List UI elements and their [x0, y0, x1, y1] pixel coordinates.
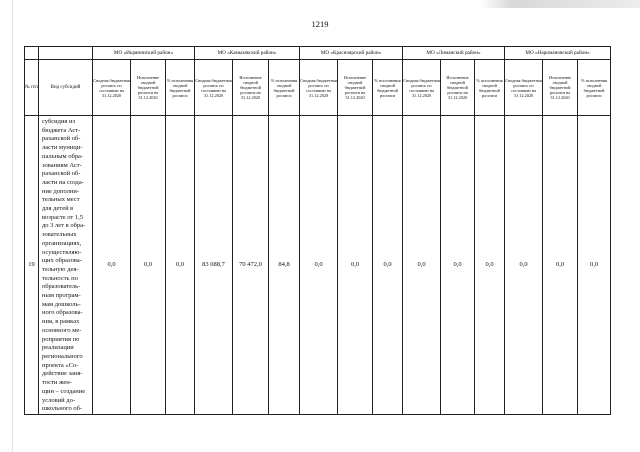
header-percent: % исполнения сводной бюджетной росписи	[578, 60, 611, 116]
description-line: субсидия из	[42, 118, 76, 125]
page-number: 1219	[311, 19, 329, 29]
header-executed: Исполнение сводной бюджетной росписи на 31.12.2020	[233, 60, 269, 116]
description-line: щин – создание	[42, 387, 86, 395]
header-municipality-2: МО «Камызякский район»	[195, 47, 300, 60]
description-line: тельных мест	[42, 196, 80, 204]
value-cell: 0,0	[578, 116, 611, 415]
description-line: реализации	[42, 344, 74, 352]
description-line: мам дошколь-	[42, 300, 81, 308]
header-percent: % исполнения сводной бюджетной росписи	[373, 60, 403, 116]
description-line: зовательных	[42, 231, 77, 239]
description-line: тельную дея-	[42, 265, 79, 273]
value-cell: 70 472,0	[233, 116, 269, 415]
description-line: щих образова-	[42, 257, 82, 265]
value-cell: 84,8	[269, 116, 300, 415]
description-line: тельность по	[42, 274, 78, 282]
description-line: образователь-	[42, 283, 81, 291]
header-executed: Исполнение сводной бюджетной росписи на 31.12.2020	[441, 60, 475, 116]
description-line: бюджета Аст-	[42, 126, 81, 134]
description-line: организациях,	[42, 239, 82, 247]
description-line: ным програм-	[42, 292, 81, 300]
value-cell: 0,0	[131, 116, 166, 415]
header-subsidy-type: Вид субсидий	[39, 60, 93, 116]
value-cell: 0,0	[338, 116, 373, 415]
header-executed: Исполнение сводной бюджетной росписи на 31.12.2020	[543, 60, 578, 116]
description-line: условий до-	[42, 396, 76, 404]
value-cell: 0,0	[475, 116, 505, 415]
subsidy-description	[39, 116, 93, 415]
description-line: зованиям Аст-	[42, 161, 82, 169]
value-cell: 0,0	[403, 116, 441, 415]
description-line: ние дополни-	[42, 187, 80, 195]
header-executed: Исполнение сводной бюджетной росписи на 31.12.2020	[131, 60, 166, 116]
scan-edge-mark	[480, 0, 640, 8]
description-line: возрасте от 1,5	[42, 213, 83, 221]
header-executed: Исполнение сводной бюджетной росписи на 31.12.2020	[338, 60, 373, 116]
description-line: раханской об-	[42, 170, 81, 178]
description-line: действие заня-	[42, 370, 83, 378]
description-line: ного образова-	[42, 309, 83, 317]
value-cell: 0,0	[300, 116, 338, 415]
value-cell: 0,0	[543, 116, 578, 415]
value-cell: 0,0	[441, 116, 475, 415]
value-cell: 0,0	[93, 116, 131, 415]
description-line: ласти на созда-	[42, 178, 84, 186]
header-municipality-1: МО «Икрянинский район»	[93, 47, 195, 60]
value-cell: 83 088,7	[195, 116, 233, 415]
value-cell: 0,0	[166, 116, 195, 415]
description-line: школьного об-	[42, 405, 83, 413]
description-line: раханской об-	[42, 135, 81, 143]
description-line: ния, в рамках	[42, 318, 80, 326]
header-municipality-3: МО «Красноярский район»	[300, 47, 403, 60]
header-percent: % исполнения сводной бюджетной росписи	[269, 60, 300, 116]
value-cell: 0,0	[373, 116, 403, 415]
header-planned: Сводная бюджетная роспись по состоянию на 31.12.2020	[195, 60, 233, 116]
table-row	[25, 116, 611, 415]
header-row-number: № п/п	[25, 60, 39, 116]
description-line: роприятия по	[42, 335, 80, 343]
header-planned: Сводная бюджетная роспись по состоянию на 31.12.2020	[505, 60, 543, 116]
header-blank-cell	[39, 47, 93, 60]
description-line: для детей в	[42, 205, 74, 213]
header-municipality-5: МО «Наримановский район»	[505, 47, 611, 60]
table-header-row-top	[25, 47, 611, 60]
value-cell: 0,0	[505, 116, 543, 415]
header-corner-cell	[25, 47, 39, 60]
row-number: 19	[25, 116, 39, 415]
description-line: пальным обра-	[42, 152, 84, 160]
subsidy-table	[24, 46, 611, 415]
header-percent: % исполнения сводной бюджетной росписи	[166, 60, 195, 116]
scan-binding-line	[12, 0, 13, 452]
header-planned: Сводная бюджетная роспись по состоянию на 31.12.2020	[300, 60, 338, 116]
description-line: тости жен-	[42, 379, 72, 387]
description-line: регионального	[42, 352, 83, 360]
header-planned: Сводная бюджетная роспись по состоянию на 31.12.2020	[403, 60, 441, 116]
description-line: основного ме-	[42, 326, 82, 334]
header-municipality-4: МО «Лиманский район»	[403, 47, 505, 60]
description-line: до 3 лет в обра-	[42, 222, 86, 230]
description-line: осуществляю-	[42, 248, 82, 256]
description-line: проекта «Со-	[42, 361, 79, 369]
header-planned: Сводная бюджетная роспись по состоянию на 31.12.2020	[93, 60, 131, 116]
header-percent: % исполнения сводной бюджетной росписи	[475, 60, 505, 116]
description-line: ласти муници-	[42, 144, 83, 152]
table-header-row-sub	[25, 60, 611, 116]
